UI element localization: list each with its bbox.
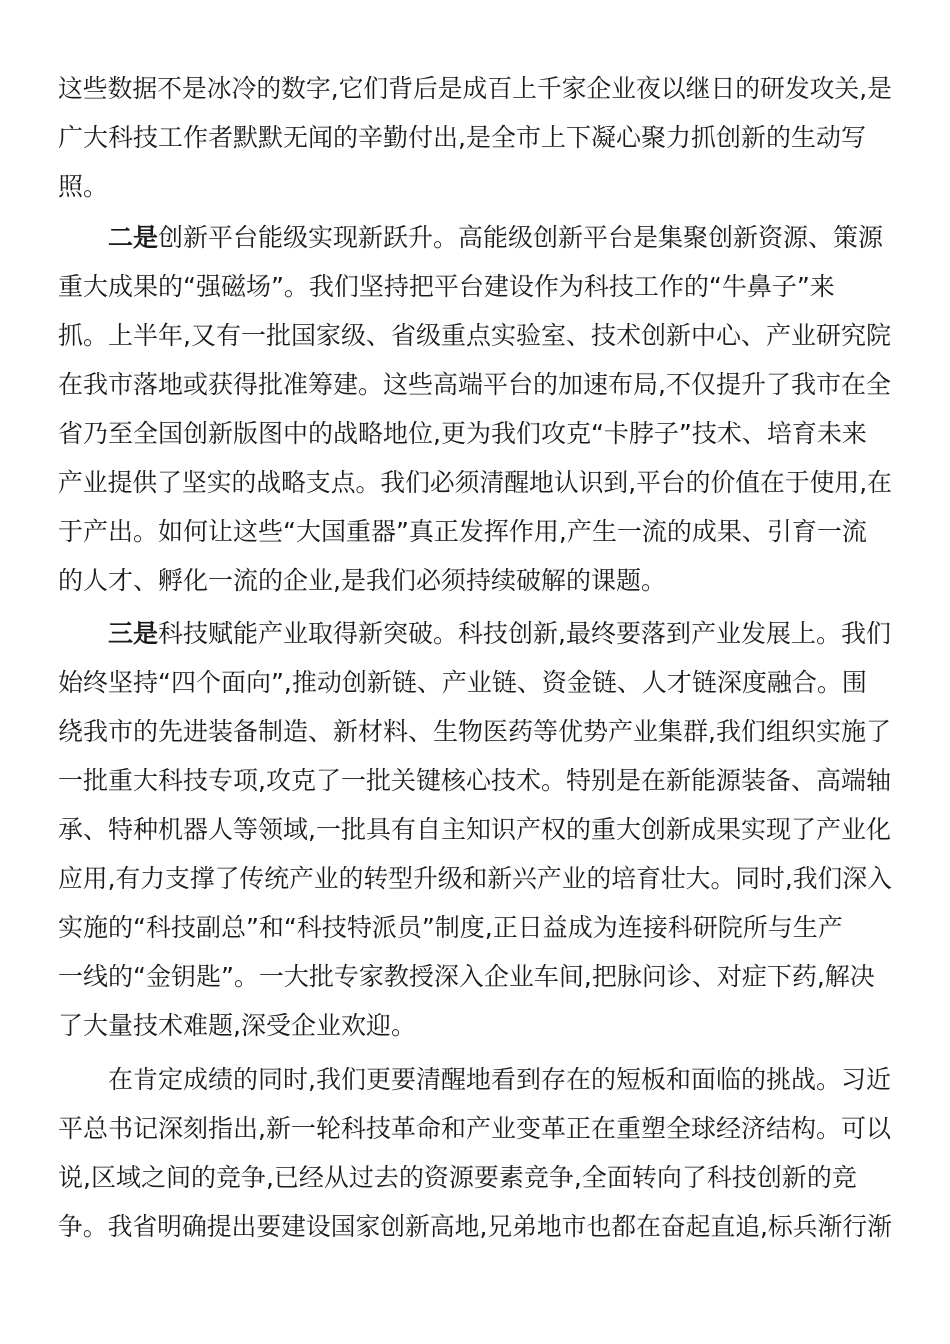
text-line: 绕我市的先进装备制造、新材料、生物医药等优势产业集群,我们组织实施了 (58, 717, 891, 746)
text-line: 的人才、孵化一流的企业,是我们必须持续破解的课题。 (58, 566, 666, 595)
text-line: 实施的“科技副总”和“科技特派员”制度,正日益成为连接科研院所与生产 (58, 913, 843, 942)
text-line: 重大成果的“强磁场”。我们坚持把平台建设作为科技工作的“牛鼻子”来 (58, 272, 835, 301)
text-line: 于产出。如何让这些“大国重器”真正发挥作用,产生一流的成果、引育一流 (58, 517, 867, 546)
text-line: 争。我省明确提出要建设国家创新高地,兄弟地市也都在奋起直追,标兵渐行渐 (58, 1212, 892, 1241)
paragraph-lead-label: 二是 (108, 223, 159, 252)
text-line: 一线的“金钥匙”。一大批专家教授深入企业车间,把脉问诊、对症下药,解决 (58, 962, 875, 991)
text-line: 广大科技工作者默默无闻的辛勤付出,是全市上下凝心聚力抓创新的生动写 (58, 123, 866, 152)
text-line: 照。 (58, 172, 109, 201)
paragraph-four-first-line: 在肯定成绩的同时,我们更要清醒地看到存在的短板和面临的挑战。习近 (108, 1065, 891, 1094)
paragraph-lead-label: 三是 (108, 619, 159, 648)
text-line: 了大量技术难题,深受企业欢迎。 (58, 1011, 416, 1040)
text-line: 省乃至全国创新版图中的战略地位,更为我们攻克“卡脖子”技术、培育未来 (58, 419, 867, 448)
text-line: 这些数据不是冰冷的数字,它们背后是成百上千家企业夜以继日的研发攻关,是 (58, 74, 892, 103)
text-line: 说,区域之间的竞争,已经从过去的资源要素竞争,全面转向了科技创新的竞 (58, 1163, 857, 1192)
text-line: 抓。上半年,又有一批国家级、省级重点实验室、技术创新中心、产业研究院 (58, 321, 891, 350)
text-line: 一批重大科技专项,攻克了一批关键核心技术。特别是在新能源装备、高端轴 (58, 766, 891, 795)
text-line: 承、特种机器人等领域,一批具有自主知识产权的重大创新成果实现了产业化 (58, 815, 891, 844)
paragraph-three-first-line: 三是科技赋能产业取得新突破。科技创新,最终要落到产业发展上。我们 (108, 619, 891, 648)
text-line: 平总书记深刻指出,新一轮科技革命和产业变革正在重塑全球经济结构。可以 (58, 1114, 891, 1143)
text-line: 应用,有力支撑了传统产业的转型升级和新兴产业的培育壮大。同时,我们深入 (58, 864, 892, 893)
paragraph-two-first-line: 二是创新平台能级实现新跃升。高能级创新平台是集聚创新资源、策源 (108, 223, 884, 252)
text-line: 产业提供了坚实的战略支点。我们必须清醒地认识到,平台的价值在于使用,在 (58, 468, 892, 497)
text-line: 始终坚持“四个面向”,推动创新链、产业链、资金链、人才链深度融合。围 (58, 668, 867, 697)
text-line: 在我市落地或获得批准筹建。这些高端平台的加速布局,不仅提升了我市在全 (58, 370, 891, 399)
